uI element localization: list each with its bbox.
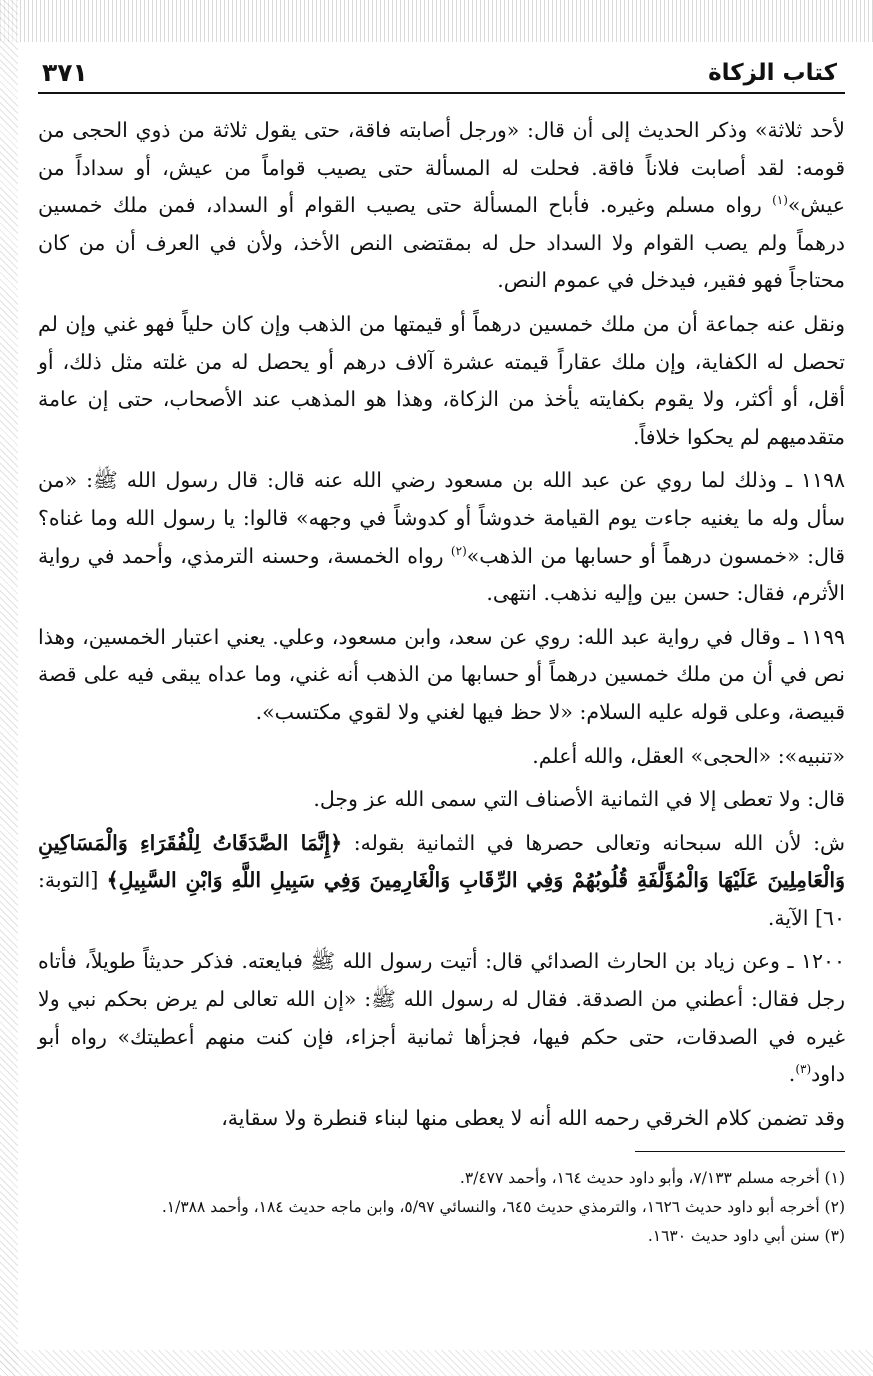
footnote-marker: (٣) bbox=[795, 1062, 812, 1077]
quran-verse: ﴿إِنَّمَا الصَّدَقَاتُ لِلْفُقَرَاءِ وَالْمَسَاكِينِ وَالْعَامِلِينَ عَلَيْهَا وَالْمُؤَلَّفَةِ قُلُوبُهُمْ وَفِي الرِّقَابِ وَالْغَارِمِينَ وَفِي سَبِيلِ اللَّهِ وَابْنِ السَّبِيلِ﴾ bbox=[38, 830, 845, 893]
paragraph: «تنبيه»: «الحجى» العقل، والله أعلم. bbox=[532, 743, 845, 768]
page-header bbox=[38, 48, 845, 94]
paragraph-text: [التوبة: ٦٠] الآية. bbox=[38, 868, 845, 930]
footnotes bbox=[38, 1164, 845, 1251]
decorative-border-left bbox=[0, 0, 18, 1376]
footnote: (١) أخرجه مسلم ٧/١٣٣، وأبو داود حديث ١٦٤، وأحمد ٣/٤٧٧. bbox=[459, 1169, 845, 1188]
paragraph-text: رواه مسلم وغيره. فأباح المسألة حتى يصيب القوام أو السداد، فمن ملك خمسين درهماً ولم يصب القوام ولا السداد حل له بمقتضى النص الأخذ، ولأن في العرف أن من كان محتاجاً فهو فقير، فيدخل في عموم النص. bbox=[38, 193, 845, 293]
book-page bbox=[38, 48, 845, 1346]
decorative-border-bottom bbox=[0, 1350, 873, 1376]
paragraph: ونقل عنه جماعة أن من ملك خمسين درهماً أو قيمتها من الذهب وإن كان حلياً فهو غني وإن لم تحصل له الكفاية، وإن ملك عقاراً قيمته عشرة آلاف درهم أو يحصل له من غلته مثل ذلك، أو أقل، أو أكثر، ولا يقوم بكفايته يأخذ من الزكاة، وهذا هو المذهب عند الأصحاب، حتى إن عامة متقدميهم لم يحكوا خلافاً. bbox=[38, 311, 845, 449]
paragraph bbox=[38, 943, 845, 1093]
footnote-marker: (٢) bbox=[450, 543, 467, 558]
footnote-marker: (١) bbox=[772, 193, 788, 208]
paragraph: قال: ولا تعطى إلا في الثمانية الأصناف التي سمى الله عز وجل. bbox=[313, 787, 845, 812]
footnote: (٢) أخرجه أبو داود حديث ١٦٢٦، والترمذي حديث ٦٤٥، والنسائي ٥/٩٧، وابن ماجه حديث ١٨٤، وأحمد ١/٣٨٨. bbox=[161, 1198, 845, 1217]
paragraph bbox=[38, 112, 845, 300]
paragraph-text: لأحد ثلاثة» وذكر الحديث إلى أن قال: «ورجل أصابته فاقة، حتى يقول ثلاثة من ذوي الحجى من قومه: لقد أصابت فلاناً فاقة. فحلت له المسألة حتى يصيب قواماً من عيش، أو سداداً من عيش» bbox=[38, 118, 845, 218]
footnote: (٣) سنن أبي داود حديث ١٦٣٠. bbox=[647, 1227, 845, 1246]
decorative-border-top bbox=[0, 0, 873, 42]
paragraph bbox=[38, 825, 845, 938]
paragraph bbox=[38, 462, 845, 612]
paragraph: وقد تضمن كلام الخرقي رحمه الله أنه لا يعطى منها لبناء قنطرة ولا سقاية، bbox=[221, 1105, 845, 1130]
paragraph: ١١٩٩ ـ وقال في رواية عبد الله: روي عن سعد، وابن مسعود، وعلي. يعني اعتبار الخمسين، وهذا نص في أن من ملك خمسين درهماً أو حسابها من الذهب أنه غني، وما عداه يبقى فيه على قصة قبيصة، وعلى قوله عليه السلام: «لا حظ فيها لغني ولا لقوي مكتسب». bbox=[38, 624, 845, 724]
paragraph-text: ش: لأن الله سبحانه وتعالى حصرها في الثمانية بقوله: bbox=[353, 830, 845, 855]
paragraph-text: رواه الخمسة، وحسنه الترمذي، وأحمد في رواية الأثرم، فقال: حسن بين وإليه نذهب. انتهى. bbox=[38, 543, 845, 606]
paragraph-text: ١١٩٨ ـ وذلك لما روي عن عبد الله بن مسعود رضي الله عنه قال: قال رسول الله ﷺ: «من سأل وله ما يغنيه جاءت يوم القيامة خدوشاً أو كدوشاً في وجهه» قالوا: يا رسول الله وما غناه؟ قال: «خمسون درهماً أو حسابها من الذهب» bbox=[38, 468, 846, 568]
paragraph-text: . bbox=[788, 1062, 796, 1087]
main-text bbox=[38, 112, 845, 1137]
page-number: ٣٧١ bbox=[42, 58, 88, 87]
paragraph-text: ١٢٠٠ ـ وعن زياد بن الحارث الصدائي قال: أتيت رسول الله ﷺ فبايعته. فذكر حديثاً طويلاً، فأتاه رجل فقال: أعطني من الصدقة. فقال له رسول الله ﷺ: «إن الله تعالى لم يرض بحكم نبي ولا غيره في الصدقات، حتى حكم فيها، فجزأها ثمانية أجزاء، فإن كنت منهم أعطيتك» رواه أبو داود bbox=[38, 949, 845, 1087]
footnote-separator bbox=[635, 1151, 845, 1152]
book-title: كتاب الزكاة bbox=[708, 60, 837, 86]
